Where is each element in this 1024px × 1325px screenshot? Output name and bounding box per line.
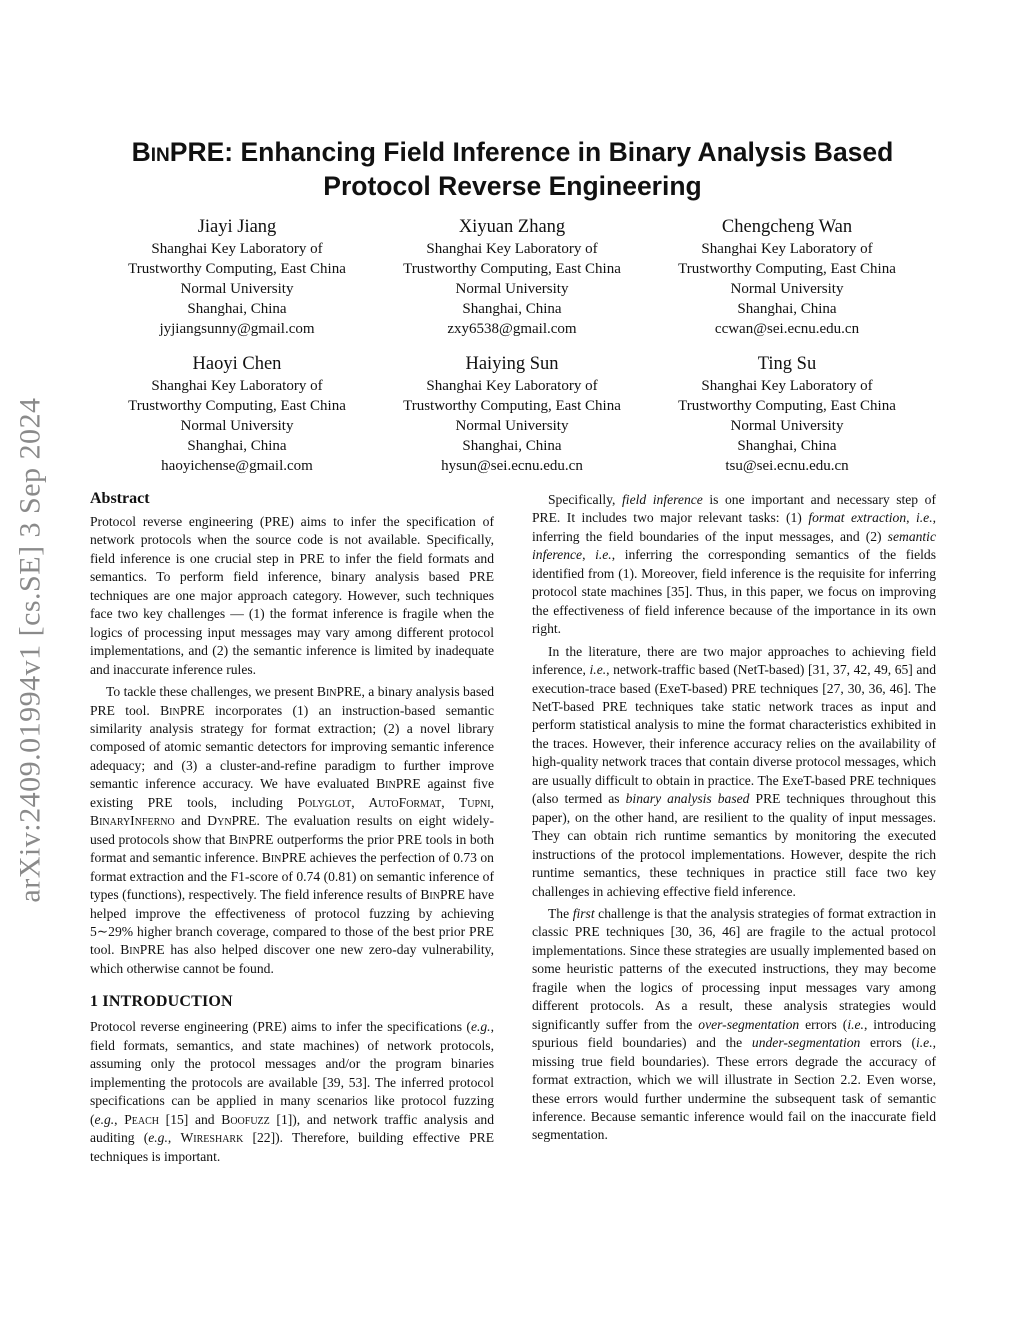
text-run: is one important and necessary step of PRE. It includes two major relevant tasks: (1) [532,492,936,526]
introduction-heading: 1 INTRODUCTION [90,993,233,1011]
intro-paragraph [90,1018,494,1166]
tool-name: BinPRE [376,776,421,792]
text-run: e.g. [148,1130,168,1146]
author-name: Haiying Sun [465,354,559,374]
author-affiliation: Shanghai Key Laboratory of [151,241,323,257]
text-run: i.e. [916,510,933,526]
paper-title [90,135,935,203]
author-block [367,215,657,339]
text-run: [1]), and network traffic analysis and auditing ( [90,1111,495,1146]
body-paragraph [532,905,936,1145]
text-run: challenge is that the analysis strategies of format extraction in classic PRE techniques [30, 36, 46] are fragile to the actual protocol implementations. Since these strategies are usually implemented based on some heuristic patterns of the executed instructions, they may become fragile when the logics of processing input messages vary among different protocols. As a result, these analysis strategies would significantly suffer from the [532,905,936,1032]
author-block [92,352,382,476]
author-location: Shanghai, China [462,301,562,317]
title-tool-name: BinPRE [131,137,225,167]
tool-name: BinPRE [228,831,274,847]
title-line-1-rest: : Enhancing Field Inference in Binary Analysis Based [224,137,894,167]
text-run: [15] and [159,1111,222,1127]
author-affiliation: Normal University [180,418,294,434]
text-run: against five existing PRE tools, including [90,776,495,810]
text-run: In the literature, there are two major approaches to achieving field inference, [532,643,936,678]
tool-name: BinPRE [316,684,362,700]
text-run: i.e. [595,547,612,563]
author-block [642,215,932,339]
tool-name: DynPRE [207,813,257,829]
text-run: errors ( [799,1016,848,1032]
text-run: format extraction [808,510,907,526]
author-block [367,352,657,476]
left-column [90,489,494,1166]
author-affiliation: Trustworthy Computing, East China [678,261,896,277]
text-run: The [548,905,573,921]
author-location: Shanghai, China [737,301,837,317]
text-run: e.g. [470,1019,491,1035]
author-name: Xiyuan Zhang [458,217,566,237]
text-run: errors ( [860,1035,916,1051]
author-name: Ting Su [757,354,817,374]
author-location: Shanghai, China [737,438,837,454]
tool-name: Boofuzz [221,1111,270,1127]
text-run: , a binary analysis based PRE tool. [90,684,495,718]
tool-name: BinPRE [261,850,307,866]
text-run: i.e. [915,1035,933,1051]
author-email: hysun@sei.ecnu.edu.cn [441,458,583,474]
author-affiliation: Normal University [730,281,844,297]
text-run: and [174,813,208,829]
author-affiliation: Trustworthy Computing, East China [403,261,621,277]
body-paragraph [532,643,936,901]
right-column [532,491,936,1145]
text-run: has also helped discover one new zero-day vulnerability, which otherwise cannot be found. [90,942,494,976]
text-run: , network-traffic based (NetT-based) [31, 37, 42, 49, 65] and execution-trace based (ExeT-based) PRE techniques [27, 30, 36, 46]. The NetT-based PRE techniques take static network traces as input and perform statistical analysis to mine the format characteristics exhibited in the traces. However, their inference accuracy relies on the availability of high-quality network traces that contain diverse protocol messages, which are usually difficult to obtain in practice. The ExeT-based PRE techniques (also termed as [532,662,937,807]
text-run: i.e. [847,1016,864,1032]
author-location: Shanghai, China [187,438,287,454]
author-affiliation: Normal University [455,418,569,434]
text-run: , field formats, semantics, and state machines) of network protocols, assuming only the protocol messages and/or the program binaries implementing the protocols are available [39, 53]. The inferred protocol specifications can be applied in many scenarios like protocol fuzzing ( [90,1019,494,1127]
author-affiliation: Trustworthy Computing, East China [128,261,346,277]
author-email: jyjiangsunny@gmail.com [159,321,315,337]
author-affiliation: Shanghai Key Laboratory of [426,241,598,257]
author-block [642,352,932,476]
author-affiliation: Shanghai Key Laboratory of [701,378,873,394]
title-line-2: Protocol Reverse Engineering [323,171,702,201]
text-run: incorporates (1) an instruction-based semantic similarity analysis strategy for format extraction; (2) a novel library composed of atomic semantic detectors for improving semantic inference adequacy; and (3) a cluster-and-refine paradigm to further improve semantic inference accuracy. We have evaluated [90,702,494,792]
text-run: , [906,510,916,526]
text-run: [22]). Therefore, building effective PRE techniques is important. [90,1130,494,1164]
author-name: Chengcheng Wan [721,217,853,237]
author-email: zxy6538@gmail.com [447,321,577,337]
text-run: under-segmentation [751,1035,861,1051]
abstract-heading: Abstract [90,490,150,507]
text-run: , missing true field boundaries). These errors degrade the accuracy of format extraction, which we will illustrate in Section 2.2. Even worse, these errors would further undermine the subsequent task of semantic inference. Because semantic inference would fail on the inaccurate field segmentation. [532,1035,936,1143]
text-run: Specifically, [548,492,623,507]
author-affiliation: Normal University [180,281,294,297]
author-email: ccwan@sei.ecnu.edu.cn [714,321,860,337]
text-run: e.g. [94,1111,115,1127]
author-affiliation: Trustworthy Computing, East China [128,398,346,414]
tool-name: BinPRE [160,702,205,718]
author-name: Haoyi Chen [192,354,282,374]
author-email: tsu@sei.ecnu.edu.cn [725,458,849,474]
title-line-1 [90,135,935,169]
text-run: , introducing spurious field boundaries) and the [532,1016,936,1051]
text-run: have helped improve the effectiveness of protocol fuzzing by achieving 5∼29% higher branch coverage, compared to those of the best prior PRE tool. [90,887,494,958]
tool-name: Peach [124,1111,160,1127]
text-run: , [582,547,596,563]
abstract-paragraph [90,683,494,978]
tool-name: Polyglot, AutoFormat, Tupni, BinaryInferno [90,794,494,829]
text-run: binary analysis based [625,791,750,807]
text-run: semantic inference [532,528,936,563]
text-run: , inferring the corresponding semantics of the fields identified from (1). Moreover, field inference is the requisite for inferring protocol state machines [35]. Thus, in this paper, we focus on improving the effectiveness of field inference because of the importance in its own right. [532,547,937,637]
author-location: Shanghai, China [462,438,562,454]
abstract-paragraph: Protocol reverse engineering (PRE) aims to infer the specification of network protocols when the source code is not available. Specifically, field inference is one crucial step in PRE to infer the field formats and semantics. To perform field inference, binary analysis based PRE techniques are one major approach category. However, such techniques face two key challenges — (1) the format inference is fragile when the logics of processing input messages may vary among different protocol implementations, and (2) the semantic inference is limited by inadequate and inaccurate inference rules. [90,514,494,677]
arxiv-identifier [6,372,56,928]
body-paragraph [532,491,936,639]
tool-name: BinPRE [420,887,465,903]
tool-name: Wireshark [180,1130,244,1146]
text-run: over-segmentation [698,1016,800,1032]
text-run: outperforms the prior PRE tools in both format and semantic inference. [90,831,494,866]
author-affiliation: Trustworthy Computing, East China [678,398,896,414]
text-run: first [572,905,595,921]
text-run: To tackle these challenges, we present [106,684,317,700]
text-run: , [114,1111,125,1127]
author-name: Jiayi Jiang [197,217,277,237]
author-email: haoyichense@gmail.com [161,458,313,474]
tool-name: BinPRE [120,942,165,958]
text-run: i.e. [589,662,607,678]
text-run: , [167,1130,181,1146]
author-location: Shanghai, China [187,301,287,317]
arxiv-identifier-text: arXiv:2409.01994v1 [cs.SE] 3 Sep 2024 [14,397,47,903]
text-run: . The evaluation results on eight widely-used protocols show that [90,813,494,847]
author-affiliation: Shanghai Key Laboratory of [151,378,323,394]
text-run: Protocol reverse engineering (PRE) aims to infer the specifications ( [90,1019,471,1035]
author-affiliation: Shanghai Key Laboratory of [426,378,598,394]
text-run: field inference [622,492,703,507]
text-run: , inferring the field boundaries of the input messages, and (2) [532,510,937,544]
text-run: achieves the perfection of 0.73 on format extraction and the F1-score of 0.74 (0.81) on semantic inference of types (functions), respectively. The field inference results of [90,850,494,903]
author-affiliation: Trustworthy Computing, East China [403,398,621,414]
author-affiliation: Normal University [455,281,569,297]
author-block [92,215,382,339]
author-affiliation: Normal University [730,418,844,434]
author-affiliation: Shanghai Key Laboratory of [701,241,873,257]
text-run: PRE techniques throughout this paper), on the other hand, are resilient to the quality of input messages. They can obtain rich runtime semantics by monitoring the executed instructions of the protocol implementations. However, despite the rich runtime semantics, these techniques in practice still face two key challenges in achieving effective field inference. [532,791,937,899]
